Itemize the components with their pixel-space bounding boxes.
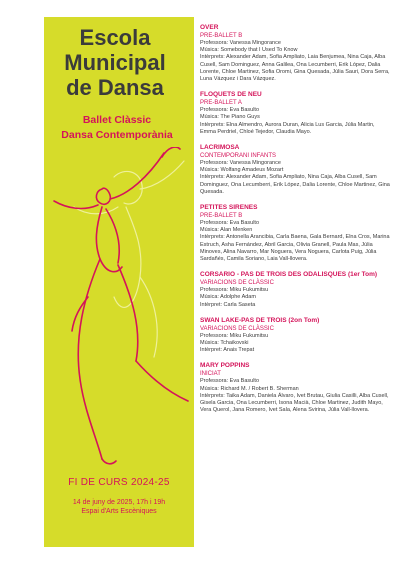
piece-teacher: Professora: Vanessa Mingorance xyxy=(200,40,281,46)
program-list xyxy=(200,24,390,423)
piece-teacher: Professora: Miku Fukumitsu xyxy=(200,287,269,294)
piece-level: PRE-BALLET A xyxy=(200,100,242,107)
piece-title: PETITES SIRENES xyxy=(200,204,258,212)
piece-music: Música: Alan Menken xyxy=(200,227,253,234)
program-piece xyxy=(200,91,390,136)
piece-title: FLOQUETS DE NEU xyxy=(200,91,262,99)
school-title-line: Escola xyxy=(79,25,151,50)
poster-panel xyxy=(44,17,194,547)
piece-title: MARY POPPINS xyxy=(200,362,250,370)
program-piece xyxy=(200,362,390,414)
piece-music: Música: Richard M. / Robert B. Sherman xyxy=(200,385,299,392)
program-piece xyxy=(200,271,390,309)
piece-music: Música: Tchaikovski xyxy=(200,340,249,347)
school-title xyxy=(44,25,186,100)
piece-performers: Intèrpret: Carla Saseta xyxy=(200,301,256,308)
piece-level: VARIACIONS DE CLÀSSIC xyxy=(200,280,274,287)
piece-performers: Intèrprets: Antonella Arancibia, Carla Baena, Gala Bernard, Elna Cros, Marina Estruch, Asha Fernández, Abril Garcia, Olivia Granell, Paula Mas, Júlia Minoves, Alina Navarro, Mar Noguera, Vera Noguera, Carlota Puig, Júlia Sardañés, Camila Soriano, Laia Vall-llovera. xyxy=(200,234,390,263)
program-piece xyxy=(200,317,390,355)
piece-title: CORSARIO - PAS DE TROIS DES ODALISQUES (1er Tom) xyxy=(200,271,378,279)
piece-performers: Intèrpret: Anais Trepat xyxy=(200,347,255,354)
piece-performers: Intèrprets: Alexander Adam, Sofia Ampliato, Laia Benjumea, Nina Caja, Alba Cusell, Sam Dominguez, Anna Galilea, Ona Lecumberri, Erik López, Dalia Lorente, Chloe Martinez, Sofia Oromi, Gina Quesada, Júlia Sauri, Dora Serra, Luna Vázquez i Dara Vázquez. xyxy=(200,54,390,83)
piece-level: INICIAT xyxy=(200,371,221,378)
piece-music: Música: The Piano Guys xyxy=(200,114,260,121)
school-title-line: Municipal xyxy=(64,50,166,75)
subtitle-contemporary: Dansa Contemporània xyxy=(61,129,173,141)
piece-performers: Intèrprets: Taika Adam, Daniela Álvaro, Ivet Brutau, Giulia Casilli, Alba Cusell, Gisela Garcia, Ona Lecumberri, Isona Macià, Chloe Martinez, Judith Mayo, Vera Querol, Jana Romero, Ivet Sala, Alena Svirina, Júlia Vall-llovera. xyxy=(200,392,389,414)
piece-teacher: Professora: Eva Basulto xyxy=(200,220,260,227)
subtitle-ballet: Ballet Clàssic xyxy=(82,114,152,126)
piece-title: OVER xyxy=(200,24,219,31)
piece-music: Música: Adolphe Adam xyxy=(200,294,256,301)
piece-music: Música: Somebody that I Used To Know xyxy=(200,47,298,54)
piece-level: VARIACIONS DE CLÀSSIC xyxy=(200,325,274,332)
piece-teacher: Professora: Eva Basulto xyxy=(200,378,260,385)
piece-teacher: Professora: Vanessa Mingorance xyxy=(200,160,281,167)
school-title-line: de Dansa xyxy=(66,75,164,100)
event-title: FI DE CURS 2024-25 xyxy=(68,477,170,488)
piece-level: PRE-BALLET B xyxy=(200,213,243,220)
piece-teacher: Professora: Miku Fukumitsu xyxy=(200,332,269,339)
subtitles xyxy=(44,113,190,143)
program-piece xyxy=(200,24,390,83)
event-info xyxy=(44,477,194,516)
piece-performers: Intèrprets: Elna Almendro, Aurora Duran, Alicia Lus Garcia, Júlia Martin, Emma Perdriel, Chloé Tejedor, Claudia Mayo. xyxy=(200,121,375,135)
event-date: 14 de juny de 2025, 17h i 19h xyxy=(72,499,166,506)
event-venue: Espai d'Arts Escèniques xyxy=(81,508,157,515)
piece-level: CONTEMPORANI INFANTS xyxy=(200,153,277,160)
program-piece xyxy=(200,144,390,196)
piece-teacher: Professora: Eva Basulto xyxy=(200,107,260,114)
piece-title: SWAN LAKE-PAS DE TROIS (2on Tom) xyxy=(200,316,320,324)
dancer-illustration xyxy=(44,147,194,467)
piece-performers: Intèrprets: Alexander Adam, Sofia Ampliato, Nina Caja, Alba Cusell, Sam Dominguez, Ona Lecumberri, Erik López, Dalia Lorente, Chloe Martinez, Gina Quesada. xyxy=(200,174,390,195)
piece-title: LACRIMOSA xyxy=(200,144,240,152)
program-piece xyxy=(200,204,390,263)
dancer-figure xyxy=(54,147,188,464)
piece-level: PRE-BALLET B xyxy=(200,33,243,39)
piece-music: Música: Wolfang Amadeus Mozart xyxy=(200,167,284,174)
